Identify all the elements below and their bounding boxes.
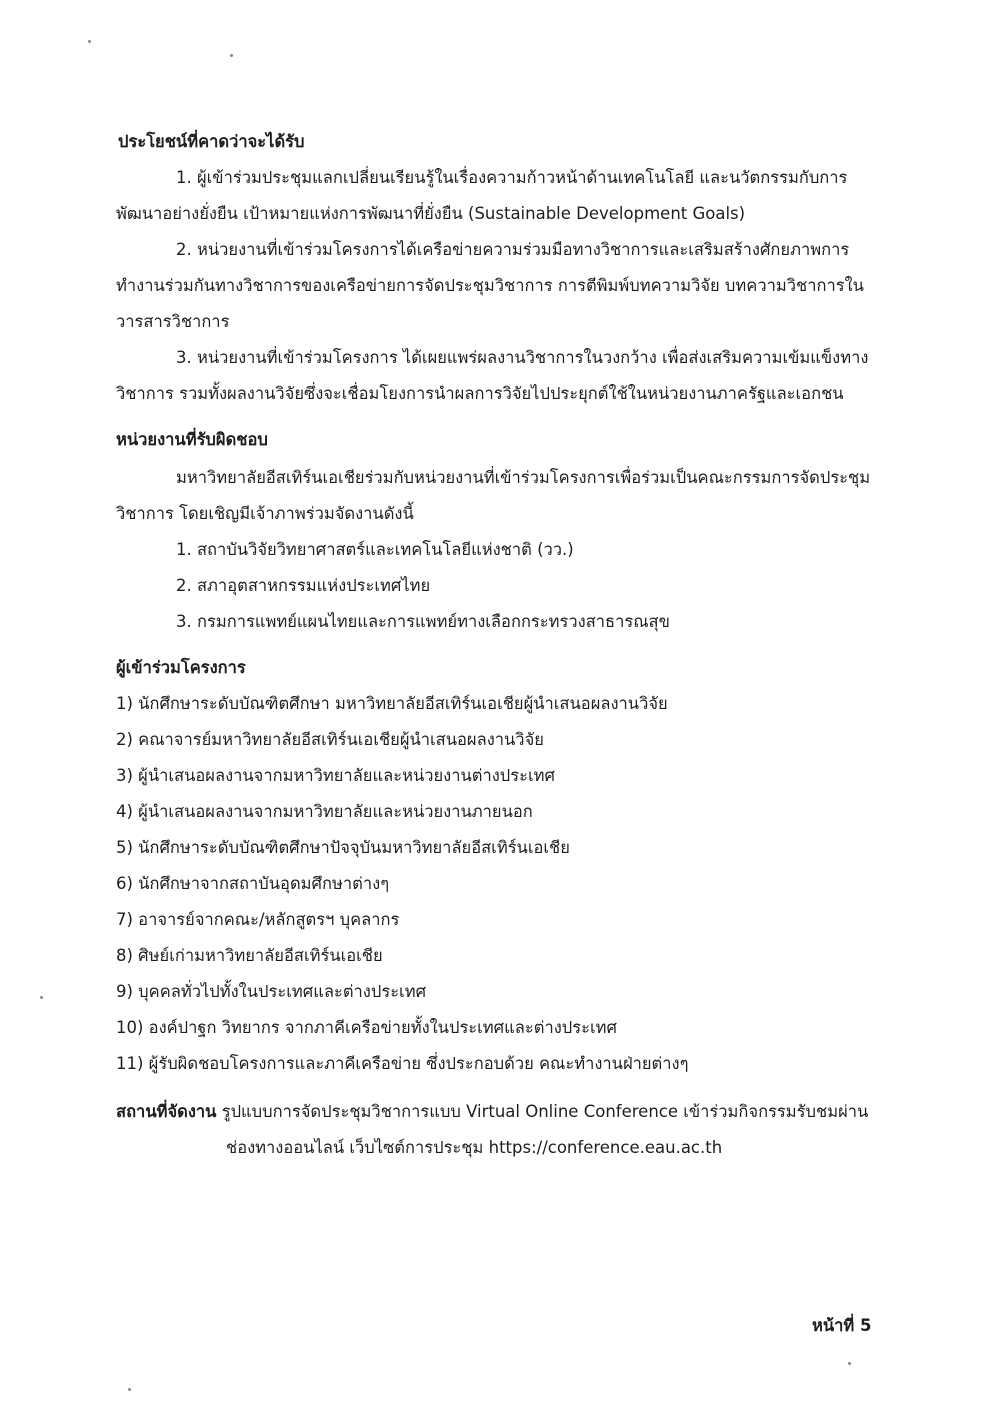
venue-line-1 — [116, 1100, 868, 1124]
benefit-1-line-2: พัฒนาอย่างยั่งยืน เป้าหมายแห่งการพัฒนาที่ยั่งยืน (Sustainable Development Goals) — [116, 204, 746, 223]
responsible-heading: หน่วยงานที่รับผิดชอบ — [116, 430, 268, 449]
responsible-intro-line-2: วิชาการ โดยเชิญมีเจ้าภาพร่วมจัดงานดังนี้ — [116, 504, 414, 523]
venue-line-2: ช่องทางออนไลน์ เว็บไซต์การประชุม https://conference.eau.ac.th — [226, 1138, 723, 1157]
scan-speck — [230, 54, 233, 57]
participant-item: 9) บุคคลทั่วไปทั้งในประเทศและต่างประเทศ — [116, 982, 427, 1001]
page-number: หน้าที่ 5 — [812, 1316, 872, 1335]
benefit-3-line-1: 3. หน่วยงานที่เข้าร่วมโครงการ ได้เผยแพร่ผลงานวิชาการในวงกว้าง เพื่อส่งเสริมความเข้มแข็งทาง — [176, 348, 869, 367]
participant-item: 11) ผู้รับผิดชอบโครงการและภาคีเครือข่าย ซึ่งประกอบด้วย คณะทำงานฝ่ายต่างๆ — [116, 1054, 689, 1073]
scan-speck — [40, 996, 43, 999]
host-item: 3. กรมการแพทย์แผนไทยและการแพทย์ทางเลือกกระทรวงสาธารณสุข — [176, 612, 670, 631]
venue-description: รูปแบบการจัดประชุมวิชาการแบบ Virtual Online Conference เข้าร่วมกิจกรรมรับชมผ่าน — [216, 1102, 869, 1121]
benefit-2-line-2: ทำงานร่วมกันทางวิชาการของเครือข่ายการจัดประชุมวิชาการ การตีพิมพ์บทความวิจัย บทความวิชาการใน — [116, 276, 864, 295]
host-item: 2. สภาอุตสาหกรรมแห่งประเทศไทย — [176, 576, 431, 595]
participant-item: 6) นักศึกษาจากสถาบันอุดมศึกษาต่างๆ — [116, 874, 390, 893]
responsible-intro-line-1: มหาวิทยาลัยอีสเทิร์นเอเชียร่วมกับหน่วยงานที่เข้าร่วมโครงการเพื่อร่วมเป็นคณะกรรมการจัดประชุม — [176, 468, 871, 487]
participant-item: 2) คณาจารย์มหาวิทยาลัยอีสเทิร์นเอเชียผู้นำเสนอผลงานวิจัย — [116, 730, 544, 749]
benefit-2-line-1: 2. หน่วยงานที่เข้าร่วมโครงการได้เครือข่ายความร่วมมือทางวิชาการและเสริมสร้างศักยภาพการ — [176, 240, 850, 259]
host-item: 1. สถาบันวิจัยวิทยาศาสตร์และเทคโนโลยีแห่งชาติ (วว.) — [176, 540, 574, 559]
benefits-heading: ประโยชน์ที่คาดว่าจะได้รับ — [118, 132, 305, 151]
venue-label: สถานที่จัดงาน — [116, 1102, 217, 1121]
participants-heading: ผู้เข้าร่วมโครงการ — [116, 658, 246, 677]
scan-speck — [128, 1388, 131, 1391]
benefit-1-line-1: 1. ผู้เข้าร่วมประชุมแลกเปลี่ยนเรียนรู้ในเรื่องความก้าวหน้าด้านเทคโนโลยี และนวัตกรรมกับการ — [176, 168, 848, 187]
participant-item: 7) อาจารย์จากคณะ/หลักสูตรฯ บุคลากร — [116, 910, 400, 929]
scan-speck — [848, 1362, 851, 1365]
participant-item: 8) ศิษย์เก่ามหาวิทยาลัยอีสเทิร์นเอเชีย — [116, 946, 383, 965]
scan-speck — [88, 40, 91, 43]
participant-item: 10) องค์ปาฐก วิทยากร จากภาคีเครือข่ายทั้งในประเทศและต่างประเทศ — [116, 1018, 617, 1037]
participant-item: 3) ผู้นำเสนอผลงานจากมหาวิทยาลัยและหน่วยงานต่างประเทศ — [116, 766, 555, 785]
benefit-3-line-2: วิชาการ รวมทั้งผลงานวิจัยซึ่งจะเชื่อมโยงการนำผลการวิจัยไปประยุกต์ใช้ในหน่วยงานภาครัฐและเอกชน — [116, 384, 844, 403]
participant-item: 4) ผู้นำเสนอผลงานจากมหาวิทยาลัยและหน่วยงานภายนอก — [116, 802, 533, 821]
benefit-2-line-3: วารสารวิชาการ — [116, 312, 230, 331]
participant-item: 1) นักศึกษาระดับบัณฑิตศึกษา มหาวิทยาลัยอีสเทิร์นเอเชียผู้นำเสนอผลงานวิจัย — [116, 694, 668, 713]
participant-item: 5) นักศึกษาระดับบัณฑิตศึกษาปัจจุบันมหาวิทยาลัยอีสเทิร์นเอเชีย — [116, 838, 570, 857]
